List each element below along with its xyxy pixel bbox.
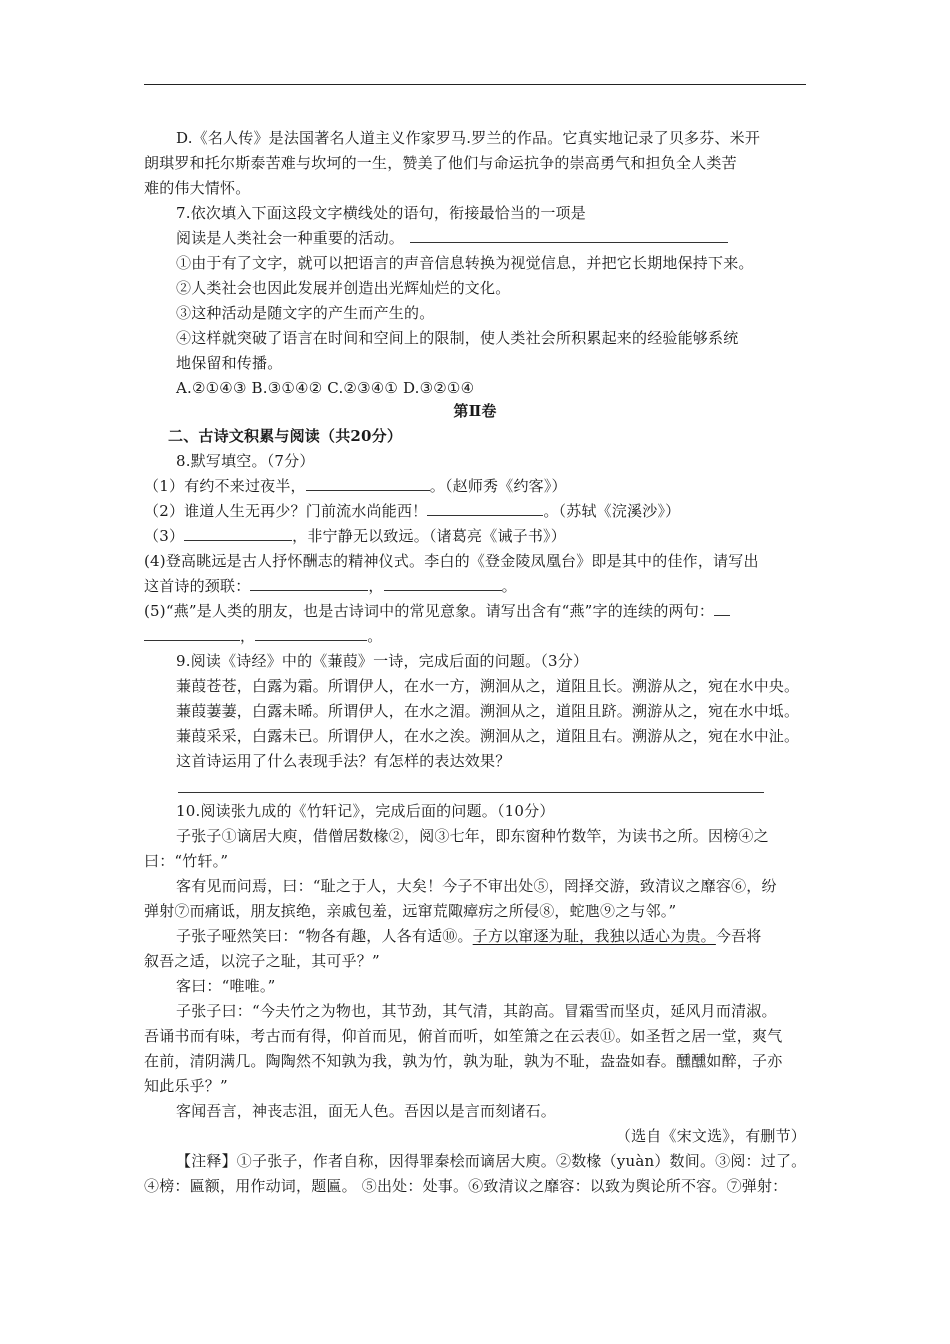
q8-item-2-text: （2）谁道人生无再少？门前流水尚能西！	[144, 502, 428, 520]
q10-para5-line1: 子张子曰：“今夫竹之为物也，其节劲，其气清，其韵高。冒霜雪而坚贞，延风月而清淑。	[176, 1002, 777, 1020]
q10-para3-line2: 叙吾之适，以浣子之耻，其可乎？”	[144, 952, 380, 970]
q10-notes-line1: 【注释】①子张子，作者自称，因得罪秦桧而谪居大庾。②数椽（yuàn）数间。③阅：过了。	[176, 1152, 807, 1170]
q7-stem: 7.依次填入下面这段文字横线处的语句，衔接最恰当的一项是	[176, 204, 586, 222]
q10-stem: 10.阅读张九成的《竹轩记》，完成后面的问题。（10分）	[176, 802, 555, 820]
q8-item-3	[144, 526, 566, 546]
q9-answer-line[interactable]	[178, 792, 764, 793]
q8-item-5-comma: ，	[240, 627, 256, 645]
q8-item-5-line1	[144, 601, 730, 621]
q9-poem-stanza-1: 蒹葭苍苍，白露为霜。所谓伊人，在水一方，溯洄从之，道阻且长。溯游从之，宛在水中央。	[176, 677, 800, 695]
q8-item-1	[144, 476, 567, 496]
q8-item-4-label: 这首诗的颈联：	[144, 577, 251, 595]
q8-item-4-comma: ，	[368, 577, 384, 595]
q8-item-4-line1: (4)登高眺远是古人抒怀酬志的精神仪式。李白的《登金陵凤凰台》即是其中的佳作，请写出	[144, 552, 759, 570]
q8-item-4-line2	[144, 576, 517, 596]
q7-lead-text: 阅读是人类社会一种重要的活动。	[176, 229, 405, 247]
q8-item-1-source: 。（赵师秀《约客》）	[429, 477, 567, 495]
q8-item-2	[144, 501, 680, 521]
q9-poem-stanza-2: 蒹葭萋萋，白露未晞。所谓伊人，在水之湄。溯洄从之，道阻且跻。溯游从之，宛在水中坻。	[176, 702, 800, 720]
q7-options: A.②①④③ B.③①④② C.②③④① D.③②①④	[176, 379, 475, 397]
q10-para5-line2: 吾诵书而有味，考古而有得，仰首而见，俯首而听，如笙箫之在云表⑪。如圣哲之居一堂，爽气	[144, 1027, 783, 1045]
q9-poem-stanza-3: 蒹葭采采，白露未已。所谓伊人，在水之涘。溯洄从之，道阻且右。溯游从之，宛在水中沚。	[176, 727, 800, 745]
q8-item-5-period: 。	[367, 627, 383, 645]
q10-para5-line4: 知此乐乎？”	[144, 1077, 228, 1095]
q10-para6: 客闻吾言，神丧志沮，面无人色。吾因以是言而刻诸石。	[176, 1102, 557, 1120]
q8-item-5-text: (5)“燕”是人类的朋友，也是古诗词中的常见意象。请写出含有“燕”字的连续的两句：	[144, 602, 715, 620]
q10-para3-line1	[176, 926, 761, 946]
q6-option-d-line1: D.《名人传》是法国著名人道主义作家罗马.罗兰的作品。它真实地记录了贝多芬、米开	[176, 129, 761, 147]
q10-para5-line3: 在前，清阴满几。陶陶然不知孰为我，孰为竹，孰为耻，孰为不耻，盎盎如春。醺醺如醉，子亦	[144, 1052, 783, 1070]
q8-item-1-blank[interactable]	[306, 476, 430, 491]
q7-sentence-4a: ④这样就突破了语言在时间和空间上的限制，使人类社会所积累起来的经验能够系统	[176, 329, 739, 347]
q8-item-3-blank[interactable]	[184, 526, 292, 541]
q7-sentence-2: ②人类社会也因此发展并创造出光辉灿烂的文化。	[176, 279, 511, 297]
q8-item-4-blank-1[interactable]	[250, 576, 368, 591]
q8-item-5-blank-start[interactable]	[714, 601, 730, 616]
q8-item-3-label: （3）	[144, 527, 185, 545]
q10-notes-line2: ④榜：匾额，用作动词，题匾。 ⑤出处：处事。⑥致清议之靡容：以致为舆论所不容。⑦弹射：	[144, 1177, 788, 1195]
q8-item-4-period: 。	[501, 577, 517, 595]
q10-para4: 客曰：“唯唯。”	[176, 977, 276, 995]
q10-underlined-sentence: 子方以窜逐为耻，我独以适心为贵。	[472, 927, 716, 945]
q7-sentence-3: ③这种活动是随文字的产生而产生的。	[176, 304, 435, 322]
q6-option-d-line3: 难的伟大情怀。	[144, 179, 251, 197]
q6-option-d-line2: 朗琪罗和托尔斯泰苦难与坎坷的一生，赞美了他们与命运抗争的崇高勇气和担负全人类苦	[144, 154, 737, 172]
q10-para3-text: 子张子哑然笑曰：“物各有趣，人各有适⑩。	[176, 927, 473, 945]
q8-item-5-blank-1[interactable]	[144, 626, 240, 641]
q8-stem: 8.默写填空。（7分）	[176, 452, 315, 470]
q7-answer-blank[interactable]	[410, 228, 728, 243]
section-heading: 二、古诗文积累与阅读（共20分）	[168, 427, 403, 445]
q10-para1-line1: 子张子①谪居大庾，借僧居数椽②，阅③七年，即东窗种竹数竿，为读书之所。因榜④之	[176, 827, 769, 845]
q8-item-2-source: 。（苏轼《浣溪沙》）	[543, 502, 681, 520]
q9-stem: 9.阅读《诗经》中的《蒹葭》一诗，完成后面的问题。（3分）	[176, 652, 589, 670]
q9-question: 这首诗运用了什么表现手法？有怎样的表达效果？	[176, 752, 511, 770]
q8-item-2-blank[interactable]	[427, 501, 543, 516]
q8-item-3-text: ，非宁静无以致远。（诸葛亮《诫子书》）	[292, 527, 566, 545]
volume-title: 第Ⅱ卷	[453, 402, 497, 420]
q8-item-5-line2	[144, 626, 382, 646]
q10-para2-line1: 客有见而问焉，曰：“耻之于人，大矣！今子不审出处⑤，罔择交游，致清议之靡容⑥，纷	[176, 877, 777, 895]
q8-item-4-blank-2[interactable]	[384, 576, 502, 591]
q7-sentence-4b: 地保留和传播。	[176, 354, 283, 372]
q7-sentence-1: ①由于有了文字，就可以把语言的声音信息转换为视觉信息，并把它长期地保持下来。	[176, 254, 754, 272]
q10-para1-line2: 曰：“竹轩。”	[144, 852, 229, 870]
q8-item-5-blank-2[interactable]	[255, 626, 367, 641]
q10-source: （选自《宋文选》，有删节）	[615, 1127, 806, 1145]
q8-item-1-text: （1）有约不来过夜半，	[144, 477, 306, 495]
q10-para3-tail: 今吾将	[715, 927, 762, 945]
q7-lead	[176, 228, 728, 248]
header-rule	[144, 84, 806, 85]
q10-para2-line2: 弹射⑦而痛诋，朋友摈绝，亲戚包羞，远窜荒陬瘴疠之所侵⑧，蛇虺⑨之与邻。”	[144, 902, 677, 920]
